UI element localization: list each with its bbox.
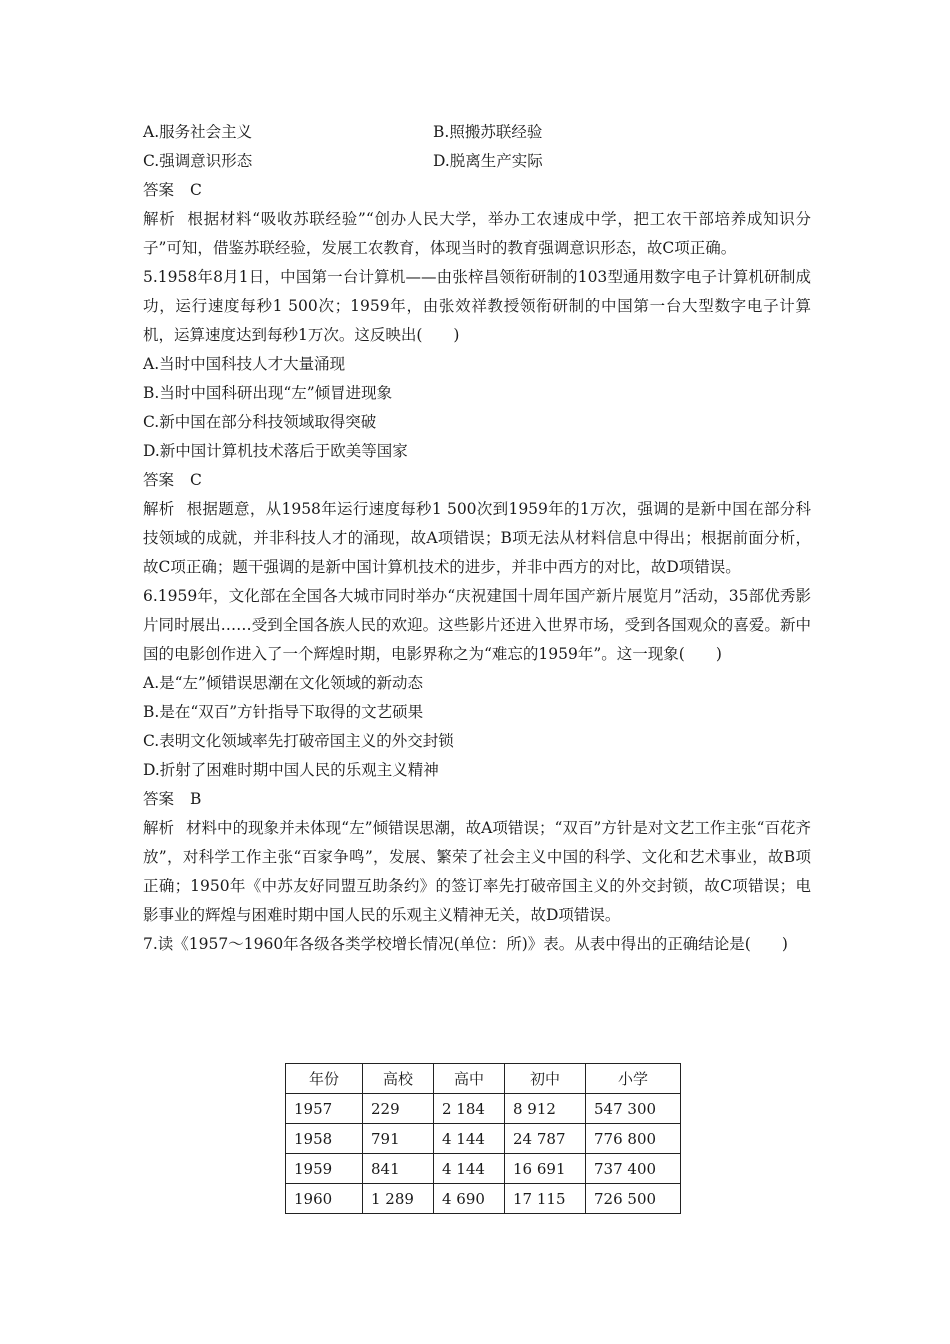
header-cell: 高校 — [363, 1064, 434, 1094]
analysis-label: 解析 — [143, 819, 175, 837]
table-cell: 24 787 — [505, 1124, 586, 1154]
q5-option-c: C.新中国在部分科技领域取得突破 — [143, 413, 377, 431]
table-row — [286, 1124, 681, 1154]
table-cell: 1959 — [286, 1154, 363, 1184]
q4-option-b: B.照搬苏联经验 — [433, 123, 543, 141]
q6-stem: 6.1959年，文化部在全国各大城市同时举办“庆祝建国十周年国产新片展览月”活动，35部优秀影片同时展出……受到全国各族人民的欢迎。这些影片还进入世界市场，受到各国观众的喜爱。新中国的电影创作进入了一个辉煌时期，电影界称之为“难忘的1959年”。这一现象( ) — [143, 587, 811, 663]
answer-label: 答案 — [143, 471, 175, 489]
table-cell: 1 289 — [363, 1184, 434, 1214]
analysis-text: 材料中的现象并未体现“左”倾错误思潮，故A项错误；“双百”方针是对文艺工作主张“百花齐放”，对科学工作主张“百家争鸣”，发展、繁荣了社会主义中国的科学、文化和艺术事业，故B项正确；1950年《中苏友好同盟互助条约》的签订率先打破帝国主义的外交封锁，故C项错误；电影事业的辉煌与困难时期中国人民的乐观主义精神无关，故D项错误。 — [143, 819, 811, 924]
analysis-label: 解析 — [143, 210, 176, 228]
header-cell: 年份 — [286, 1064, 363, 1094]
answer-label: 答案 — [143, 790, 175, 808]
table-cell: 737 400 — [586, 1154, 681, 1184]
answer-label: 答案 — [143, 181, 175, 199]
table-cell: 17 115 — [505, 1184, 586, 1214]
q5-analysis — [143, 495, 811, 582]
q7-stem: 7.读《1957～1960年各级各类学校增长情况(单位：所)》表。从表中得出的正确结论是( ) — [143, 935, 788, 953]
q6-option-b: B.是在“双百”方针指导下取得的文艺硕果 — [143, 703, 424, 721]
answer-value: C — [190, 181, 202, 199]
table-cell: 4 690 — [434, 1184, 505, 1214]
table-cell: 1960 — [286, 1184, 363, 1214]
table-cell: 547 300 — [586, 1094, 681, 1124]
table-cell: 791 — [363, 1124, 434, 1154]
table-cell: 1958 — [286, 1124, 363, 1154]
header-cell: 高中 — [434, 1064, 505, 1094]
q4-option-d: D.脱离生产实际 — [433, 152, 543, 170]
table-cell: 16 691 — [505, 1154, 586, 1184]
table-header-row — [286, 1064, 681, 1094]
q6-answer — [143, 785, 811, 814]
q4-answer — [143, 176, 811, 205]
q5-stem: 5.1958年8月1日，中国第一台计算机——由张梓昌领衔研制的103型通用数字电子计算机研制成功，运行速度每秒1 500次；1959年，由张效祥教授领衔研制的中国第一台大型数字电子计算机，运算速度达到每秒1万次。这反映出( ) — [143, 268, 811, 344]
document-page — [143, 118, 811, 959]
table-row — [286, 1154, 681, 1184]
analysis-text: 根据题意，从1958年运行速度每秒1 500次到1959年的1万次，强调的是新中国在部分科技领域的成就，并非科技人才的涌现，故A项错误；B项无法从材料信息中得出；根据前面分析，故C项正确；题干强调的是新中国计算机技术的进步，并非中西方的对比，故D项错误。 — [143, 500, 811, 576]
table-row — [286, 1094, 681, 1124]
answer-value: B — [190, 790, 202, 808]
table-cell: 1957 — [286, 1094, 363, 1124]
table-cell: 841 — [363, 1154, 434, 1184]
answer-value: C — [190, 471, 202, 489]
q4-options-row-2 — [143, 147, 811, 176]
table-cell: 8 912 — [505, 1094, 586, 1124]
table-cell: 726 500 — [586, 1184, 681, 1214]
header-cell: 小学 — [586, 1064, 681, 1094]
table-cell: 4 144 — [434, 1154, 505, 1184]
q5-option-d: D.新中国计算机技术落后于欧美等国家 — [143, 442, 408, 460]
q4-option-a: A.服务社会主义 — [143, 123, 253, 141]
table-cell: 229 — [363, 1094, 434, 1124]
q5-answer — [143, 466, 811, 495]
q6-option-a: A.是“左”倾错误思潮在文化领域的新动态 — [143, 674, 423, 692]
q4-option-c: C.强调意识形态 — [143, 152, 253, 170]
school-growth-table — [285, 1063, 681, 1214]
analysis-text: 根据材料“吸收苏联经验”“创办人民大学，举办工农速成中学，把工农干部培养成知识分子”可知，借鉴苏联经验，发展工农教育，体现当时的教育强调意识形态，故C项正确。 — [143, 210, 811, 257]
q4-analysis — [143, 205, 811, 263]
table-cell: 776 800 — [586, 1124, 681, 1154]
table-cell: 2 184 — [434, 1094, 505, 1124]
q5-option-a: A.当时中国科技人才大量涌现 — [143, 355, 346, 373]
analysis-label: 解析 — [143, 500, 175, 518]
q6-option-c: C.表明文化领域率先打破帝国主义的外交封锁 — [143, 732, 454, 750]
q5-option-b: B.当时中国科研出现“左”倾冒进现象 — [143, 384, 393, 402]
q6-analysis — [143, 814, 811, 930]
header-cell: 初中 — [505, 1064, 586, 1094]
table-row — [286, 1184, 681, 1214]
table-cell: 4 144 — [434, 1124, 505, 1154]
q6-option-d: D.折射了困难时期中国人民的乐观主义精神 — [143, 761, 439, 779]
q4-options-row-1 — [143, 118, 811, 147]
